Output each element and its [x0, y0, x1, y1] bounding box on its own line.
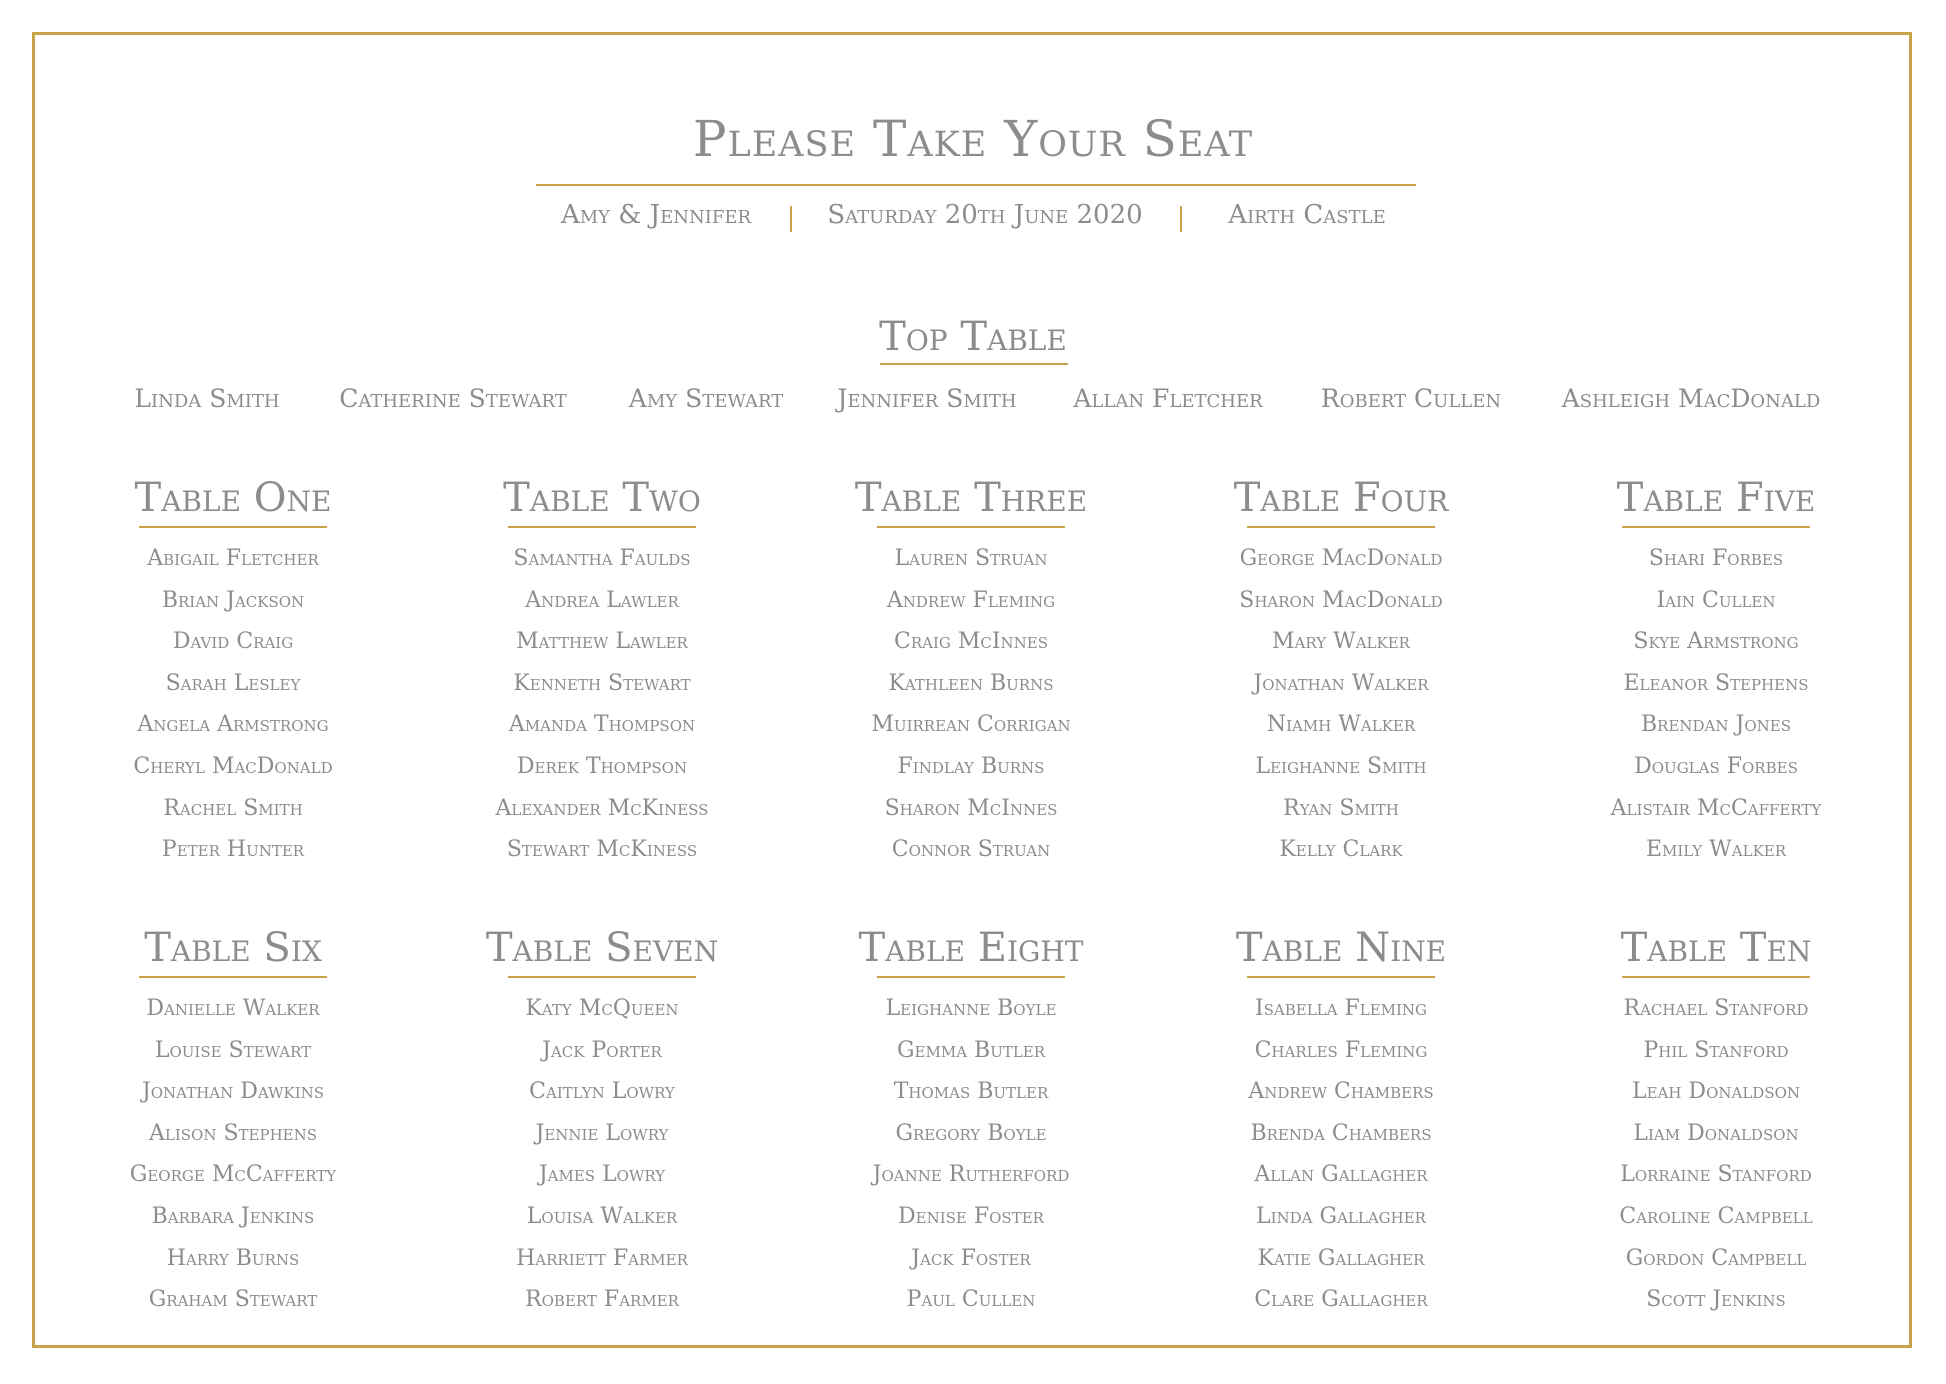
guest-name: Leighanne Smith — [1255, 753, 1427, 779]
guest-name: Amanda Thompson — [508, 712, 696, 738]
top-table-guest: Ashleigh MacDonald — [1561, 384, 1821, 413]
guest-name: Stewart McKiness — [506, 837, 698, 863]
top-table-guest: Catherine Stewart — [339, 384, 567, 413]
guest-name: Lauren Struan — [894, 546, 1048, 571]
table-two — [437, 474, 767, 871]
table-divider — [139, 526, 327, 528]
guest-name: George MacDonald — [1239, 546, 1443, 571]
table-divider — [508, 526, 696, 528]
guest-name: Matthew Lawler — [516, 629, 688, 655]
guest-name: Linda Gallagher — [1256, 1203, 1426, 1229]
guest-name: Brenda Chambers — [1250, 1120, 1432, 1146]
table-heading: Table Ten — [1620, 925, 1812, 971]
guest-name: Graham Stewart — [148, 1287, 318, 1313]
table-divider — [1622, 976, 1810, 978]
table-ten — [1551, 924, 1881, 1321]
separator — [1180, 206, 1182, 232]
event-venue: Airth Castle — [1228, 200, 1386, 230]
guest-name: Alistair McCafferty — [1610, 795, 1822, 821]
top-table-heading: Top Table — [879, 314, 1067, 360]
guest-name: Gregory Boyle — [895, 1120, 1047, 1146]
guest-name: Mary Walker — [1272, 629, 1410, 655]
guest-name: Sarah Lesley — [165, 670, 301, 696]
table-divider — [1622, 526, 1810, 528]
guest-name: Clare Gallagher — [1254, 1287, 1428, 1313]
guest-name: Craig McInnes — [893, 629, 1049, 655]
guest-name: Douglas Forbes — [1634, 753, 1798, 779]
guest-name: Niamh Walker — [1266, 712, 1416, 738]
table-heading: Table Eight — [858, 925, 1084, 971]
table-divider — [877, 526, 1065, 528]
guest-name: Kenneth Stewart — [513, 670, 691, 696]
table-heading: Table Four — [1233, 475, 1449, 521]
table-eight — [806, 924, 1136, 1321]
top-table-divider — [880, 363, 1068, 365]
guest-name: Caroline Campbell — [1619, 1203, 1813, 1229]
guest-name: Brendan Jones — [1641, 712, 1791, 738]
table-six — [68, 924, 398, 1321]
guest-name: Sharon McInnes — [884, 795, 1058, 821]
guest-name: Emily Walker — [1645, 837, 1787, 863]
guest-name: Peter Hunter — [161, 837, 305, 863]
guest-name: Eleanor Stephens — [1623, 670, 1809, 696]
guest-name: Kathleen Burns — [888, 670, 1054, 696]
table-heading: Table Six — [144, 925, 322, 971]
guest-name: Alexander McKiness — [495, 795, 709, 821]
guest-name: Robert Farmer — [525, 1287, 679, 1313]
top-table-guest: Jennifer Smith — [837, 384, 1017, 413]
table-seven — [437, 924, 767, 1321]
guest-name: Andrew Chambers — [1248, 1079, 1434, 1105]
table-divider — [1247, 976, 1435, 978]
guest-name: Connor Struan — [891, 837, 1051, 863]
guest-name: Katie Gallagher — [1257, 1245, 1425, 1271]
guest-name: Katy McQueen — [525, 996, 679, 1021]
guest-name: Shari Forbes — [1648, 546, 1784, 571]
guest-name: Scott Jenkins — [1646, 1287, 1786, 1313]
guest-name: Barbara Jenkins — [151, 1203, 315, 1229]
guest-name: Abigail Fletcher — [147, 546, 319, 571]
guest-name: Phil Stanford — [1643, 1037, 1789, 1063]
guest-name: Findlay Burns — [897, 753, 1045, 779]
guest-name: Joanne Rutherford — [872, 1162, 1070, 1188]
guest-name: Brian Jackson — [161, 587, 305, 613]
table-divider — [1247, 526, 1435, 528]
table-heading: Table Seven — [485, 925, 719, 971]
table-four — [1176, 474, 1506, 871]
guest-name: Sharon MacDonald — [1239, 587, 1443, 613]
guest-name: Isabella Fleming — [1254, 996, 1428, 1021]
table-heading: Table One — [134, 475, 332, 521]
guest-name: Louisa Walker — [526, 1203, 678, 1229]
guest-name: Allan Gallagher — [1254, 1162, 1428, 1188]
guest-name: Rachel Smith — [163, 795, 303, 821]
table-divider — [139, 976, 327, 978]
title-divider — [536, 184, 1416, 186]
guest-name: Angela Armstrong — [137, 712, 329, 738]
table-divider — [877, 976, 1065, 978]
table-five — [1551, 474, 1881, 871]
table-three — [806, 474, 1136, 871]
guest-name: Samantha Faulds — [513, 546, 691, 571]
top-table-guest: Allan Fletcher — [1073, 384, 1263, 413]
separator — [790, 206, 792, 232]
guest-name: Jennie Lowry — [535, 1120, 669, 1146]
table-one — [68, 474, 398, 871]
event-details — [0, 200, 1946, 240]
guest-name: Leighanne Boyle — [885, 996, 1057, 1021]
guest-name: Jonathan Dawkins — [141, 1079, 325, 1105]
guest-name: Jack Porter — [542, 1037, 662, 1063]
guest-name: Jack Foster — [911, 1245, 1031, 1271]
guest-name: Harry Burns — [166, 1245, 300, 1271]
guest-name: Gordon Campbell — [1625, 1245, 1807, 1271]
guest-name: Cheryl MacDonald — [133, 753, 333, 779]
guest-name: George McCafferty — [129, 1162, 337, 1188]
guest-name: Muirrean Corrigan — [871, 712, 1071, 738]
guest-name: Alison Stephens — [148, 1120, 317, 1146]
guest-name: Harriett Farmer — [516, 1245, 688, 1271]
guest-name: Iain Cullen — [1656, 587, 1776, 613]
guest-name: Caitlyn Lowry — [529, 1079, 675, 1105]
guest-name: Kelly Clark — [1279, 837, 1403, 863]
table-heading: Table Nine — [1235, 925, 1447, 971]
event-date: Saturday 20th June 2020 — [827, 200, 1143, 230]
guest-name: James Lowry — [538, 1162, 666, 1188]
guest-name: Gemma Butler — [896, 1037, 1046, 1063]
guest-name: Jonathan Walker — [1253, 670, 1429, 696]
table-nine — [1176, 924, 1506, 1321]
guest-name: Derek Thompson — [516, 753, 688, 779]
table-heading: Table Two — [503, 475, 701, 521]
guest-name: Skye Armstrong — [1633, 629, 1799, 655]
top-table-guest: Robert Cullen — [1320, 384, 1502, 413]
guest-name: Charles Fleming — [1254, 1037, 1428, 1063]
couple-names: Amy & Jennifer — [560, 200, 752, 230]
guest-name: Danielle Walker — [146, 996, 320, 1021]
guest-name: David Craig — [172, 629, 294, 655]
table-divider — [508, 976, 696, 978]
top-table-guest: Amy Stewart — [628, 384, 784, 413]
guest-name: Liam Donaldson — [1633, 1120, 1799, 1146]
page-title: Please Take Your Seat — [692, 110, 1254, 168]
guest-name: Thomas Butler — [893, 1079, 1049, 1105]
table-heading: Table Three — [854, 475, 1088, 521]
guest-name: Denise Foster — [898, 1203, 1044, 1229]
guest-name: Leah Donaldson — [1631, 1079, 1801, 1105]
guest-name: Rachael Stanford — [1623, 996, 1809, 1021]
guest-name: Louise Stewart — [154, 1037, 312, 1063]
guest-name: Paul Cullen — [906, 1287, 1036, 1313]
guest-name: Andrew Fleming — [886, 587, 1056, 613]
guest-name: Andrea Lawler — [525, 587, 679, 613]
guest-name: Ryan Smith — [1283, 795, 1399, 821]
top-table-guest: Linda Smith — [134, 384, 280, 413]
table-heading: Table Five — [1616, 475, 1816, 521]
guest-name: Lorraine Stanford — [1620, 1162, 1812, 1188]
